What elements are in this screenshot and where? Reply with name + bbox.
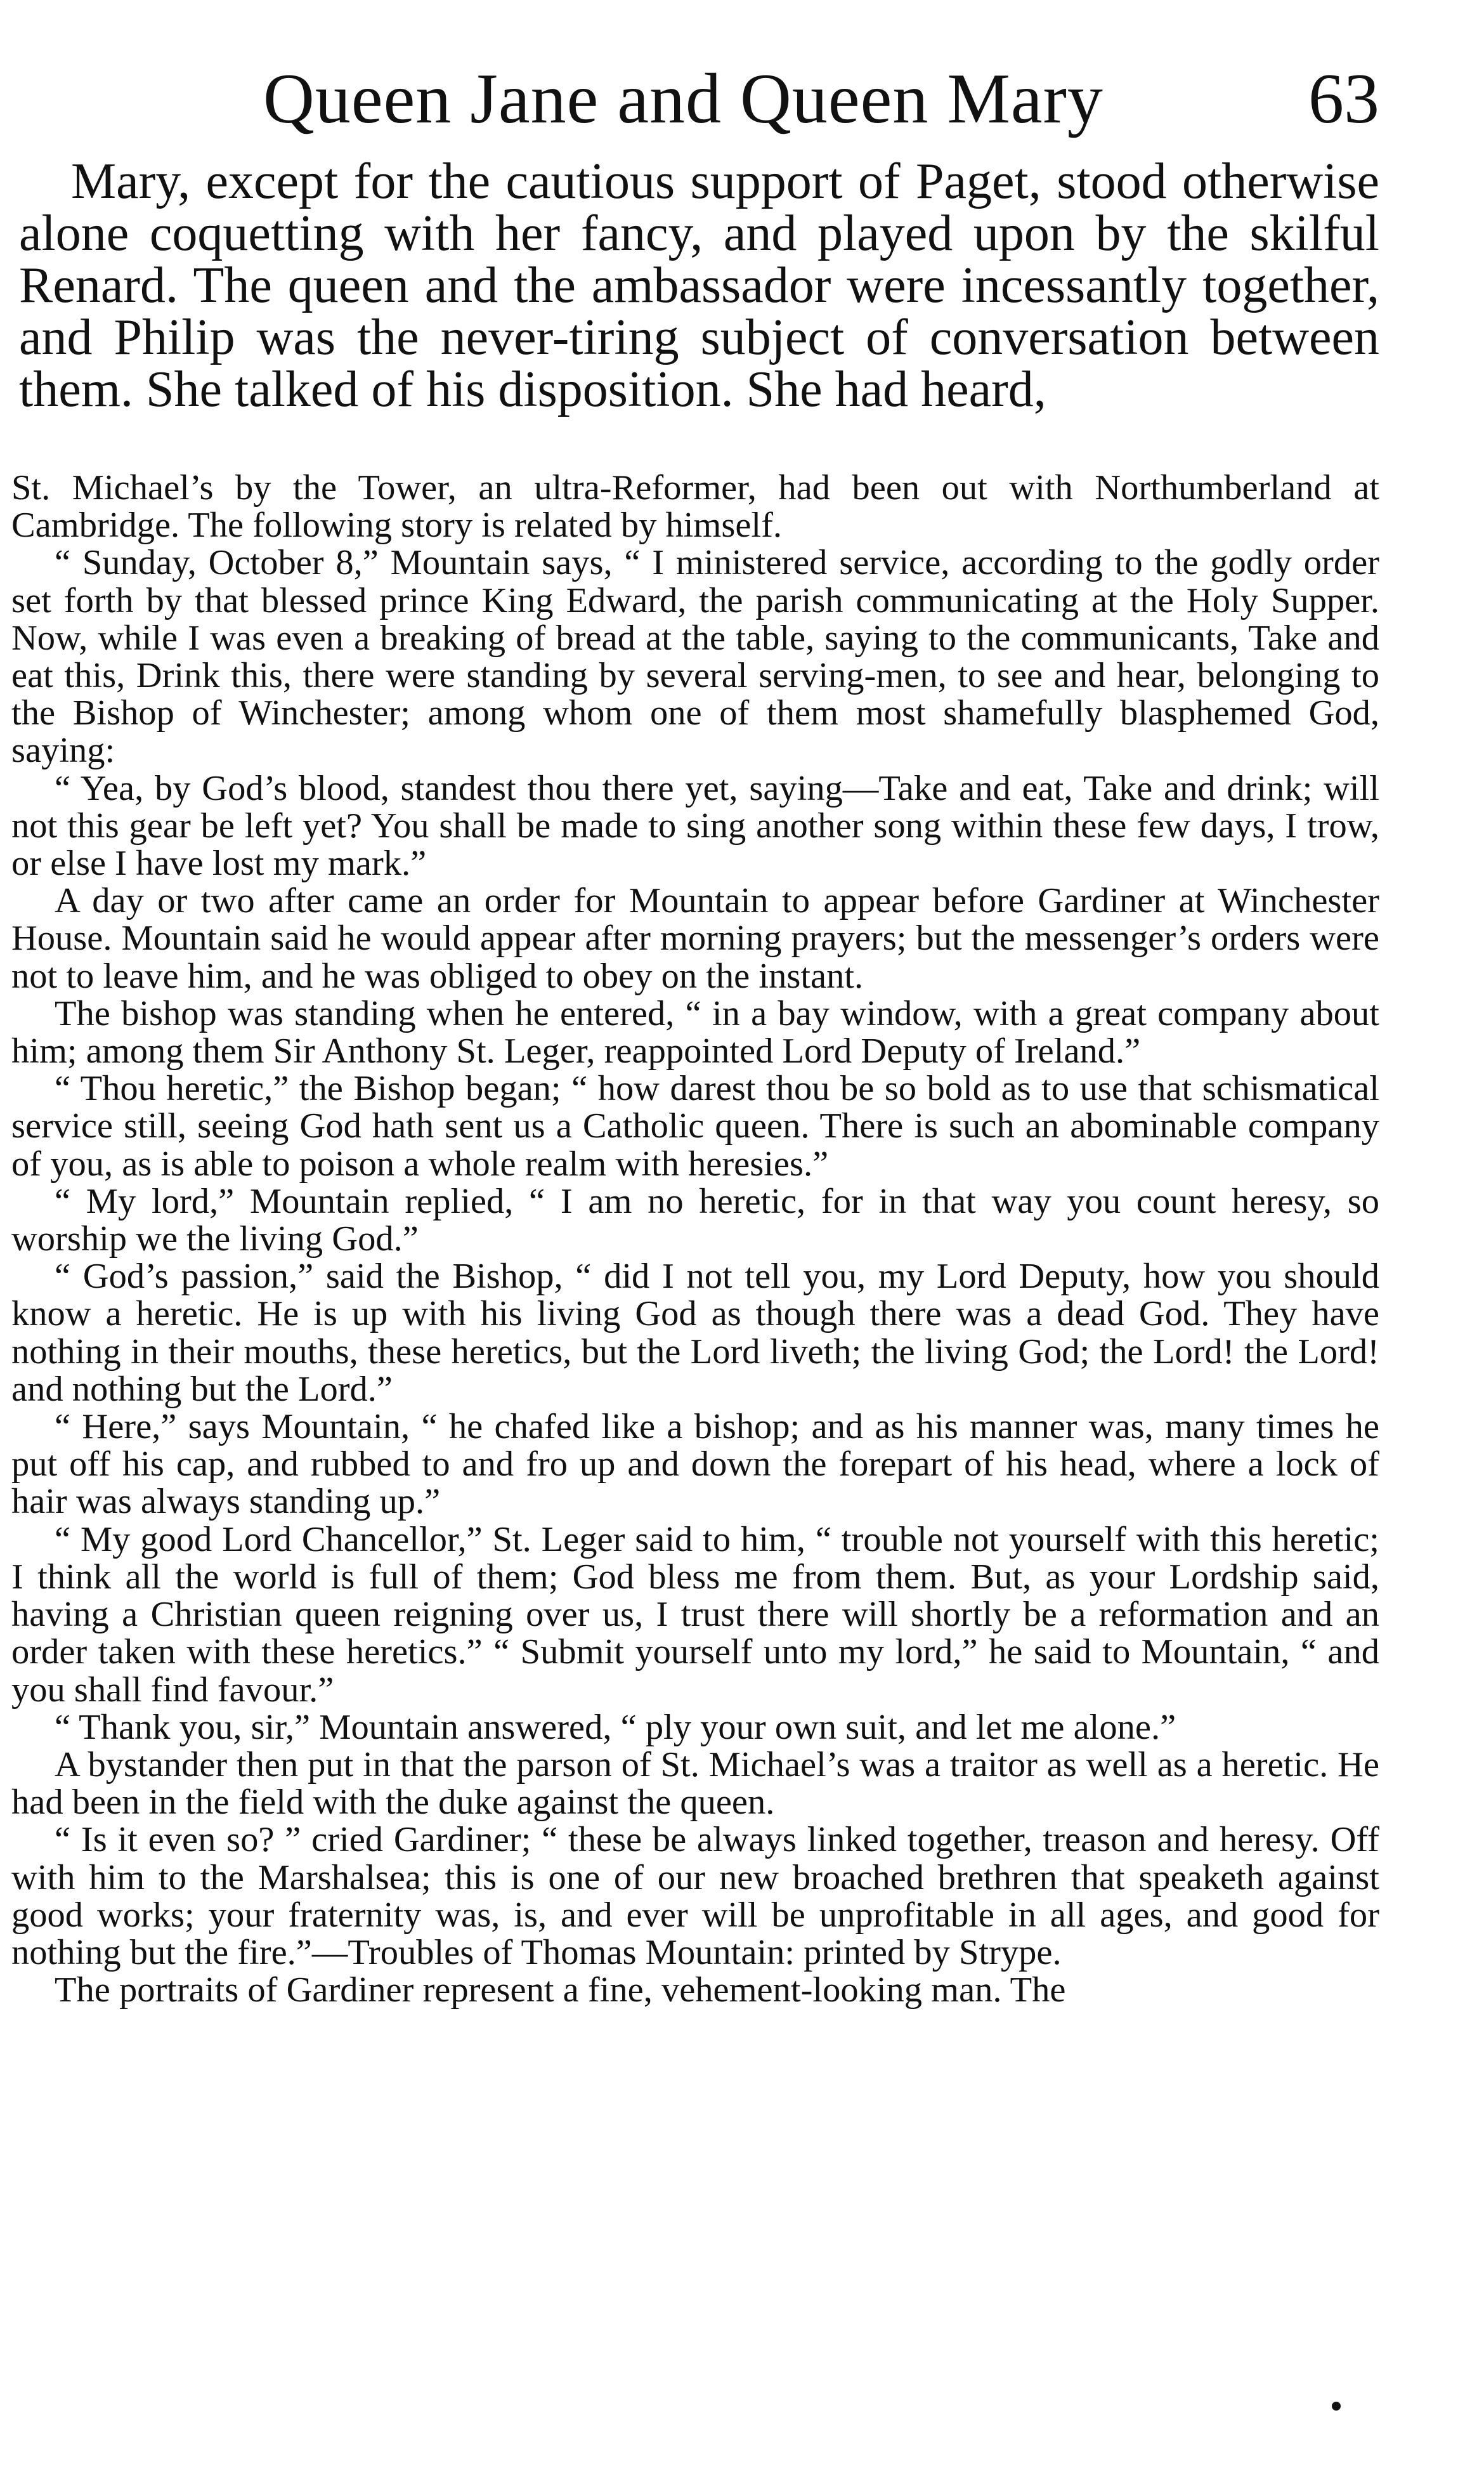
- footnote-paragraph: “ My good Lord Chancellor,” St. Leger said to him, “ trouble not yourself with this heretic; I think all the world is full of them; God bless me from them. But, as your Lordship said, having a Christian queen reigning over us, I trust there will shortly be a reformation and an order taken with these heretics.” “ Submit yourself unto my lord,” he said to Mountain, “ and you shall find favour.”: [11, 1519, 1379, 1710]
- body-paragraph: Mary, except for the cautious support of Paget, stood otherwise alone coquetting with her fancy, and played upon by the skilful Renard. The queen and the ambassador were incessantly together, and Philip was the never-tiring subject of conversation between them. She talked of his disposition. She had heard,: [19, 154, 1379, 417]
- footnote-paragraph: “ Here,” says Mountain, “ he chafed like a bishop; and as his manner was, many times he put off his cap, and rubbed to and fro up and down the forepart of his head, where a lock of hair was always standing up.”: [11, 1407, 1379, 1522]
- page-number: 63: [1308, 60, 1379, 138]
- print-speck: [1332, 2402, 1341, 2411]
- footnote-paragraph: “ Is it even so? ” cried Gardiner; “ these be always linked together, treason and heresy. Off with him to the Marshalsea; this is one of our new broached brethren that speaketh against good works; your fraternity was, is, and ever will be unprofitable in all ages, and good for nothing but the fire.”—Troubles of Thomas Mountain: printed by Strype.: [11, 1820, 1379, 1972]
- running-head: [19, 55, 1379, 143]
- footnote-paragraph: “ Yea, by God’s blood, standest thou there yet, saying—Take and eat, Take and drink; will not this gear be left yet? You shall be made to sing another song within these few days, I trow, or else I have lost my mark.”: [11, 768, 1379, 884]
- footnote-paragraph: A day or two after came an order for Mountain to appear before Gardiner at Winchester House. Mountain said he would appear after morning prayers; but the messenger’s orders were not to leave him, and he was obliged to obey on the instant.: [11, 881, 1379, 996]
- footnote-paragraph: The portraits of Gardiner represent a fine, vehement-looking man. The: [55, 1970, 1066, 2010]
- footnote-paragraph: The bishop was standing when he entered, “ in a bay window, with a great company about him; among them Sir Anthony St. Leger, reappointed Lord Deputy of Ireland.”: [11, 993, 1379, 1071]
- footnote-paragraph: “ Sunday, October 8,” Mountain says, “ I ministered service, according to the godly order set forth by that blessed prince King Edward, the parish communicating at the Holy Supper. Now, while I was even a breaking of bread at the table, saying to the communicants, Take and eat this, Drink this, there were standing by several serving-men, to see and hear, belonging to the Bishop of Winchester; among whom one of them most shamefully blasphemed God, saying:: [11, 543, 1379, 771]
- footnote-paragraph: “ Thou heretic,” the Bishop began; “ how darest thou be so bold as to use that schismatical service still, seeing God hath sent us a Catholic queen. There is such an abominable company of you, as is able to poison a whole realm with heresies.”: [11, 1069, 1379, 1184]
- footnote-paragraph: “ God’s passion,” said the Bishop, “ did I not tell you, my Lord Deputy, how you should know a heretic. He is up with his living God as though there was a dead God. They have nothing in their mouths, these heretics, but the Lord liveth; the living God; the Lord! the Lord! and nothing but the Lord.”: [11, 1257, 1379, 1409]
- running-title: Queen Jane and Queen Mary: [263, 60, 1103, 138]
- footnote: [11, 469, 1379, 2009]
- footnote-paragraph: “ Thank you, sir,” Mountain answered, “ ply your own suit, and let me alone.”: [55, 1707, 1176, 1747]
- footnote-paragraph: A bystander then put in that the parson of St. Michael’s was a traitor as well as a heretic. He had been in the field with the duke against the queen.: [11, 1744, 1379, 1823]
- main-text: [19, 155, 1379, 416]
- footnote-paragraph: “ My lord,” Mountain replied, “ I am no heretic, for in that way you count heresy, so worship we the living God.”: [11, 1181, 1379, 1259]
- footnote-paragraph: St. Michael’s by the Tower, an ultra-Reformer, had been out with Northumberland at Cambridge. The following story is related by himself.: [11, 468, 1379, 546]
